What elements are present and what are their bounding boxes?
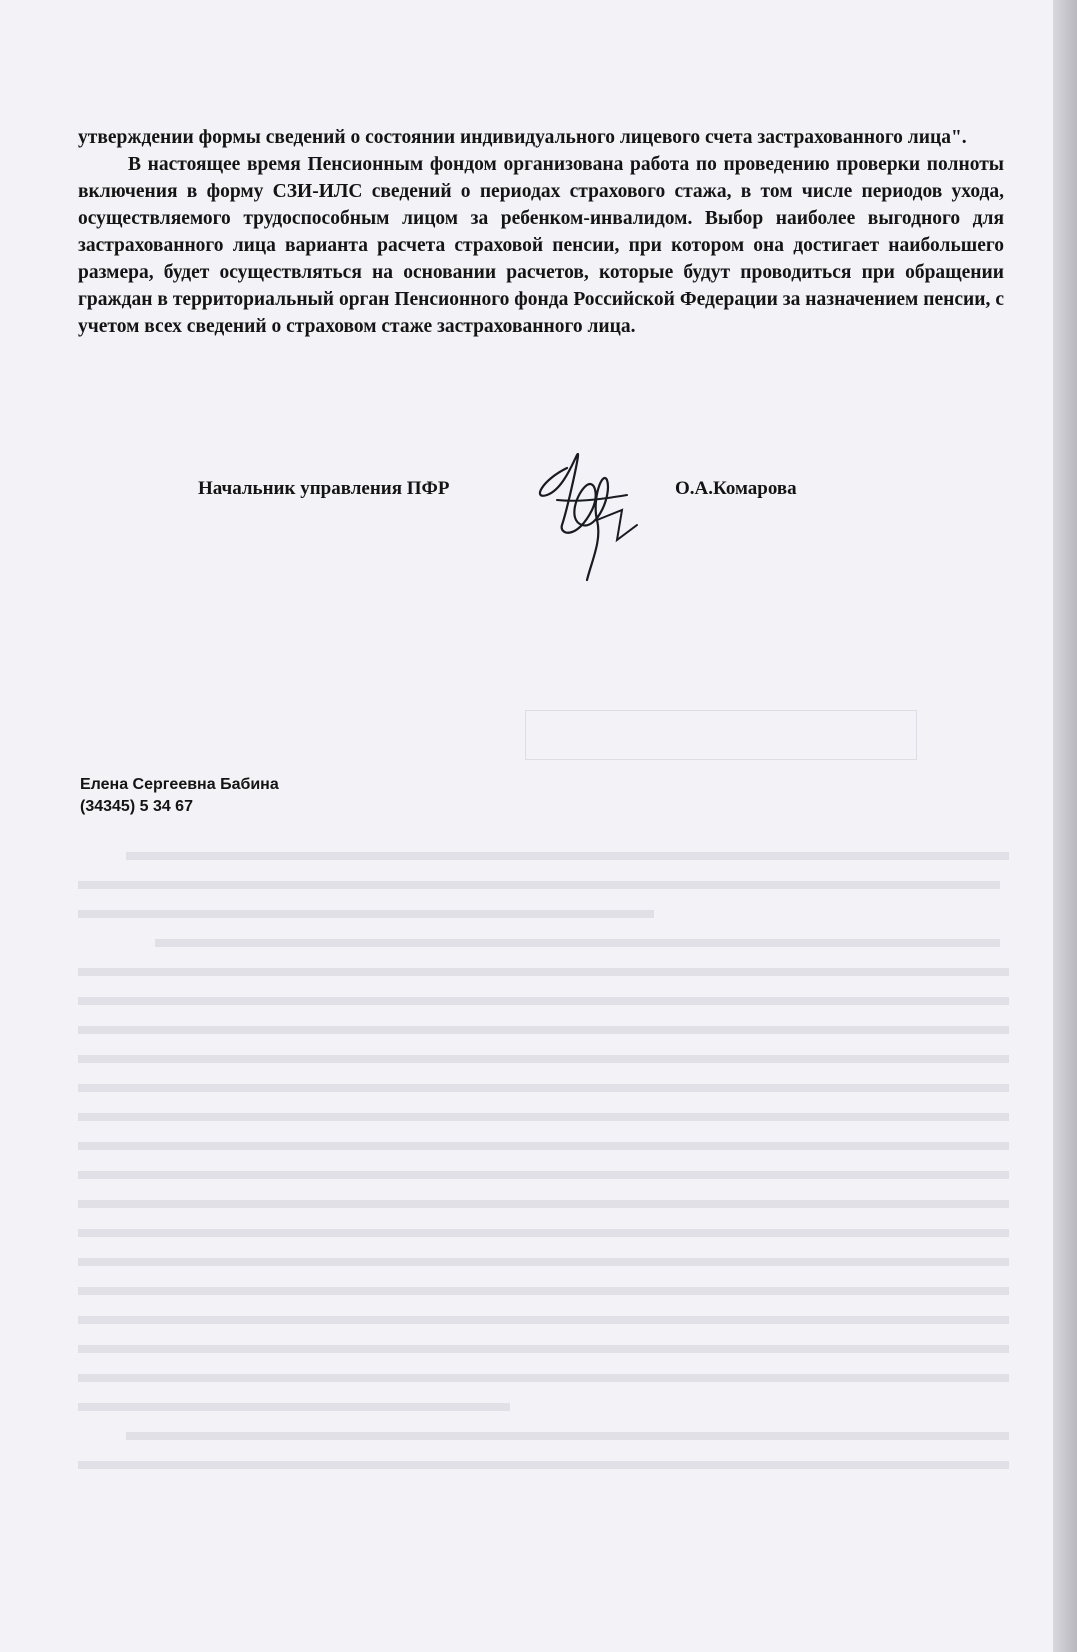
show-through-stamp-box [525, 710, 917, 760]
letter-body [78, 124, 1004, 340]
scan-edge-shadow [1053, 0, 1077, 1652]
contact-info [80, 774, 279, 818]
signer-position: Начальник управления ПФР [198, 478, 450, 499]
contact-name: Елена Сергеевна Бабина [80, 776, 279, 793]
handwritten-signature [537, 440, 657, 590]
show-through-text [78, 840, 1038, 1478]
contact-phone: (34345) 5 34 67 [80, 798, 193, 815]
paragraph-1: утверждении формы сведений о состоянии индивидуального лицевого счета застрахованного лица". [78, 127, 967, 148]
paragraph-2: В настоящее время Пенсионным фондом организована работа по проведению проверки полноты включения в форму СЗИ-ИЛС сведений о периодах страхового стажа, в том числе периодов ухода, осуществляемого трудоспособным лицом за ребенком-инвалидом. Выбор наиболее выгодного для застрахованного лица варианта расчета страховой пенсии, при котором она достигает наибольшего размера, будет осуществляться на основании расчетов, которые будут проводиться при обращении граждан в территориальный орган Пенсионного фонда Российской Федерации за назначением пенсии, с учетом всех сведений о страховом стаже застрахованного лица. [78, 154, 1004, 337]
signer-name: О.А.Комарова [675, 478, 797, 499]
